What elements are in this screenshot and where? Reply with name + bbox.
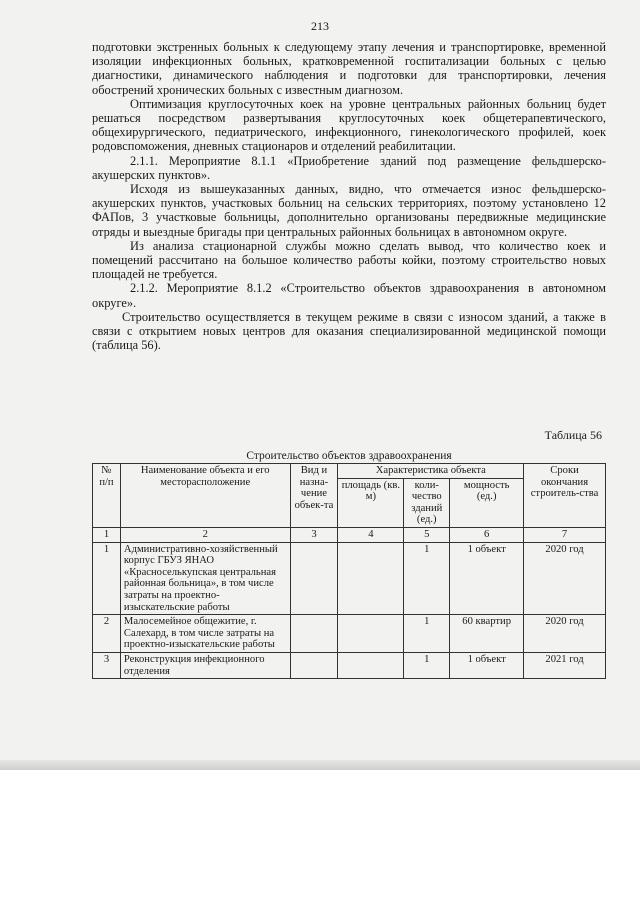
header-name: Наименование объекта и его месторасположение [120,464,290,528]
measure-8-1-1-heading: 2.1.1. Мероприятие 8.1.1 «Приобретение зданий под размещение фельдшерско-акушерских пунктов». [92,153,606,182]
row-count: 1 [404,652,450,678]
construction-table [92,463,606,679]
row-deadline: 2020 год [524,615,606,653]
header-area: площадь (кв. м) [338,478,404,527]
column-number-row [93,527,606,542]
page-number: 213 [311,19,329,33]
row-purpose [290,615,338,653]
row-count: 1 [404,615,450,653]
paragraph-continuation: подготовки экстренных больных к следующему этапу лечения и транспортировке, временной изоляции инфекционных больных, кратковременной госпитализации больных с целью диагностики, динамического наблюдения и подготовки для транспортировки, лечения обострений хронических больных с известным диагнозом. [92,40,606,97]
row-area [338,652,404,678]
row-num: 3 [93,652,121,678]
column-number: 5 [404,527,450,542]
row-purpose [290,652,338,678]
header-capacity: мощность (ед.) [450,478,524,527]
body-text [92,40,606,352]
row-capacity: 1 объект [450,542,524,615]
header-num: № п/п [93,464,121,528]
paragraph-fap-wear: Исходя из вышеуказанных данных, видно, что отмечается износ фельдшерско-акушерских пунктов, участковых больниц на сельских территориях, поэтому установлено 12 ФАПов, 3 участковые больницы, дополнительно организованы передвижные медицинские отряды и выездные бригады при центральных районных больницах в автономном округе. [92,182,606,239]
row-deadline: 2021 год [524,652,606,678]
table-row [93,542,606,615]
header-count: коли-чество зданий (ед.) [404,478,450,527]
row-purpose [290,542,338,615]
column-number: 3 [290,527,338,542]
paragraph-inpatient-analysis: Из анализа стационарной службы можно сделать вывод, что количество коек и помещений рассчитано на большое количество работы койки, поэтому строительство новых площадей не требуется. [92,238,606,282]
header-purpose: Вид и назна-чение объек-та [290,464,338,528]
table-row [93,615,606,653]
column-number: 1 [93,527,121,542]
column-number: 4 [338,527,404,542]
row-num: 1 [93,542,121,615]
row-capacity: 1 объект [450,652,524,678]
paragraph-optimization: Оптимизация круглосуточных коек на уровне центральных районных больниц будет решаться посредством развертывания круглосуточных коек общетерапевтического, общехирургического, педиатрического, инфекционного, гинекологического профилей, коек родовспоможения, дневных стационаров и отделений реабилитации. [92,96,606,154]
row-name: Малосемейное общежитие, г. Салехард, в том числе затраты на проектно-изыскательские работы [120,615,290,653]
table-row [93,652,606,678]
page-bottom-edge [0,760,640,770]
measure-8-1-2-heading: 2.1.2. Мероприятие 8.1.2 «Строительство объектов здравоохранения в автономном округе». [92,281,606,310]
row-name: Административно-хозяйственный корпус ГБУЗ ЯНАО «Красноселькупская центральная районная больница», в том числе затраты на проектно-изыскательские работы [120,542,290,615]
row-deadline: 2020 год [524,542,606,615]
row-count: 1 [404,542,450,615]
row-name: Реконструкция инфекционного отделения [120,652,290,678]
paragraph-construction: Строительство осуществляется в текущем режиме в связи с износом зданий, а также в связи с открытием новых центров для оказания специализированной медицинской помощи (таблица 56). [92,309,606,353]
row-capacity: 60 квартир [450,615,524,653]
column-number: 2 [120,527,290,542]
table-label: Таблица 56 [544,428,602,442]
column-number: 7 [524,527,606,542]
header-deadline: Сроки окончания строитель-ства [524,464,606,528]
row-area [338,615,404,653]
row-num: 2 [93,615,121,653]
table-header-row [93,464,606,479]
table-caption: Строительство объектов здравоохранения [246,450,452,462]
header-characteristics: Характеристика объекта [338,464,524,479]
column-number: 6 [450,527,524,542]
row-area [338,542,404,615]
